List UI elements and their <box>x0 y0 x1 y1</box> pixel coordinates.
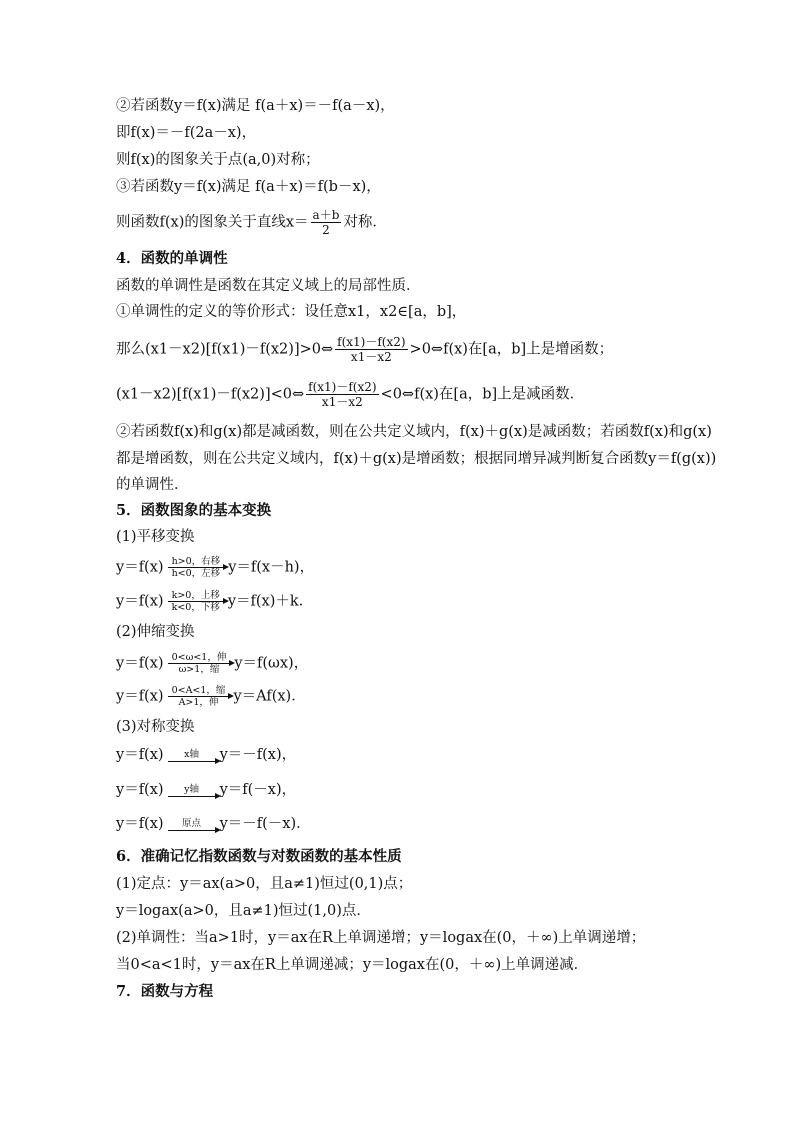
text-line: 的单调性． <box>116 477 189 493</box>
transform-line: y＝f(x) 0<A<1，缩 A>1，伸 y＝Af(x)． <box>116 685 306 708</box>
transform-arrow: h>0，右移 h<0，左移 <box>168 556 225 579</box>
fraction: $\frac{a+b}{2}$ <box>312 208 340 237</box>
subsection-heading: (2)伸缩变换 <box>116 624 195 640</box>
subsection-heading: (3)对称变换 <box>116 719 195 735</box>
section-heading: 4．函数的单调性 <box>116 250 228 267</box>
transform-arrow: 0<A<1，缩 A>1，伸 <box>168 685 230 708</box>
text-line: (x1－x2)[f(x1)－f(x2)]<0⇔ $\frac{f(x1)-f(x2)}{x1-x2}$ <0⇔f(x)在[a，b]上是减函数． <box>116 380 585 409</box>
text-line: y＝logax(a>0，且a≠1)恒过(1,0)点． <box>116 903 371 919</box>
transform-line: y＝f(x) h>0，右移 h<0，左移 y＝f(x－h)， <box>116 556 315 579</box>
text-line: ③若函数y＝f(x)满足 f(a＋x)＝f(b－x)， <box>116 179 381 195</box>
text-line: (2)单调性：当a>1时，y＝ax在R上单调递增；y＝logax在(0，＋∞)上单调递增； <box>116 930 646 946</box>
text-line: 函数的单调性是函数在其定义域上的局部性质． <box>116 278 421 294</box>
text-line: ②若函数f(x)和g(x)都是减函数，则在公共定义域内，f(x)＋g(x)是减函数；若函数f(x)和g(x) <box>116 424 712 440</box>
text-line: 当0<a<1时，y＝ax在R上单调递减；y＝logax在(0，＋∞)上单调递减． <box>116 957 589 973</box>
fraction: $\frac{f(x1)-f(x2)}{x1-x2}$ <box>308 380 377 409</box>
text-line: 则函数f(x)的图象关于直线x＝ $\frac{a+b}{2}$ 对称． <box>116 208 387 237</box>
fraction: $\frac{f(x1)-f(x2)}{x1-x2}$ <box>337 335 406 364</box>
text-line: 即f(x)＝－f(2a－x)， <box>116 125 257 141</box>
text-line: ②若函数y＝f(x)满足 f(a＋x)＝－f(a－x)， <box>116 98 395 114</box>
section-heading: 5．函数图象的基本变换 <box>116 502 272 519</box>
transform-arrow: y轴 <box>168 784 216 797</box>
section-heading: 7．函数与方程 <box>116 983 214 1000</box>
transform-line: y＝f(x) x轴 y＝－f(x)， <box>116 747 297 763</box>
transform-line: y＝f(x) 0<ω<1，伸 ω>1，缩 y＝f(ωx)， <box>116 652 309 675</box>
text-line: (1)定点：y＝ax(a>0，且a≠1)恒过(0,1)点； <box>116 876 413 892</box>
subsection-heading: (1)平移变换 <box>116 529 195 545</box>
transform-arrow: 0<ω<1，伸 ω>1，缩 <box>168 652 231 675</box>
transform-line: y＝f(x) k>0，上移 k<0，下移 y＝f(x)＋k. <box>116 590 304 613</box>
transform-line: y＝f(x) y轴 y＝f(－x)， <box>116 782 297 798</box>
transform-arrow: 原点 <box>168 818 216 831</box>
text-line: 则f(x)的图象关于点(a,0)对称； <box>116 152 320 168</box>
section-heading: 6．准确记忆指数函数与对数函数的基本性质 <box>116 848 402 865</box>
text-line: 都是增函数，则在公共定义域内，f(x)＋g(x)是增函数；根据同增异减判断复合函数y＝f(g(x)) <box>116 451 717 467</box>
transform-line: y＝f(x) 原点 y＝－f(－x)． <box>116 816 311 832</box>
text-line: 那么(x1－x2)[f(x1)－f(x2)]>0⇔ $\frac{f(x1)-f(x2)}{x1-x2}$ >0⇔f(x)在[a，b]上是增函数； <box>116 335 614 364</box>
transform-arrow: k>0，上移 k<0，下移 <box>168 590 224 613</box>
transform-arrow: x轴 <box>168 749 216 762</box>
text-line: ①单调性的定义的等价形式：设任意x1，x2∈[a，b]， <box>116 304 467 320</box>
